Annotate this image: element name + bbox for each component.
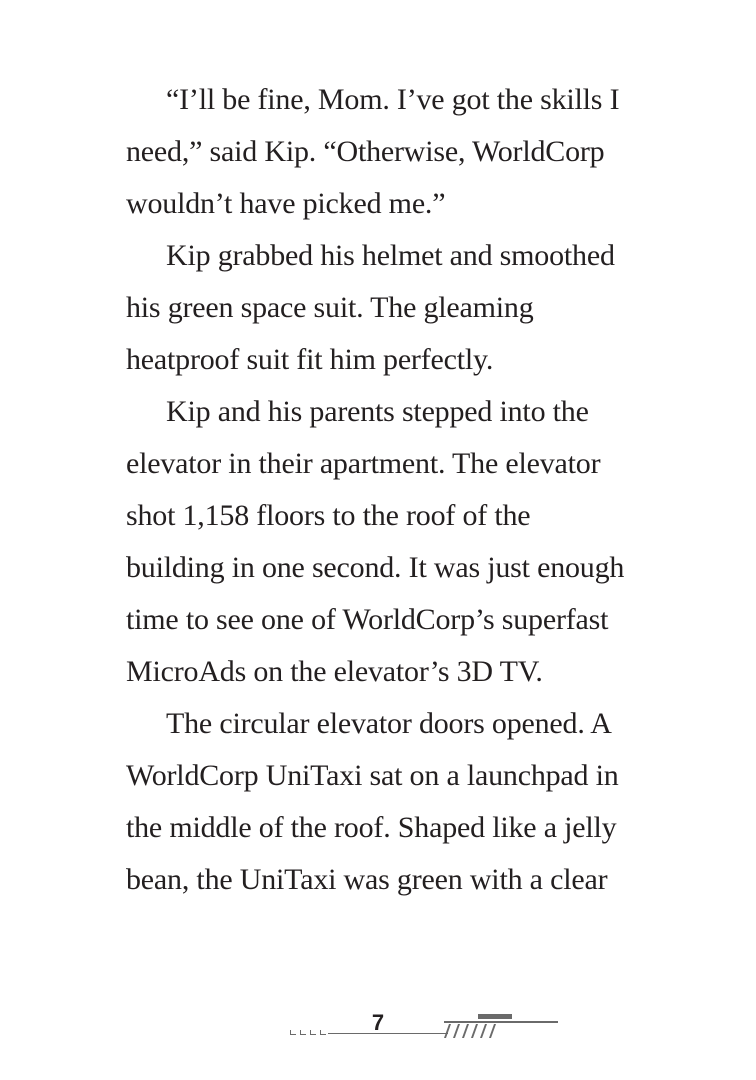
footer-bar-ornament	[478, 1014, 512, 1019]
body-text	[126, 74, 686, 906]
text-line: Kip and his parents stepped into the	[166, 395, 589, 428]
text-line: time to see one of WorldCorp’s superfast	[126, 603, 609, 636]
text-line: elevator in their apartment. The elevator	[126, 447, 601, 480]
text-line: need,” said Kip. “Otherwise, WorldCorp	[126, 135, 605, 168]
text-line: the middle of the roof. Shaped like a jelly	[126, 811, 617, 844]
text-line: MicroAds on the elevator’s 3D TV.	[126, 655, 543, 688]
text-line: heatproof suit fit him perfectly.	[126, 343, 494, 376]
text-line: “I’ll be fine, Mom. I’ve got the skills I	[166, 83, 620, 116]
page-footer	[0, 1000, 756, 1060]
text-line: The circular elevator doors opened. A	[166, 707, 612, 740]
text-line: wouldn’t have picked me.”	[126, 187, 446, 220]
text-line: shot 1,158 floors to the roof of the	[126, 499, 531, 532]
footer-dots-ornament	[290, 1030, 326, 1035]
text-line: bean, the UniTaxi was green with a clear	[126, 863, 608, 896]
footer-slant-ornament	[440, 1024, 500, 1038]
text-line: building in one second. It was just enough	[126, 551, 625, 584]
text-line: his green space suit. The gleaming	[126, 291, 534, 324]
text-line: WorldCorp UniTaxi sat on a launchpad in	[126, 759, 619, 792]
page-number: 7	[371, 1010, 385, 1035]
footer-rule-right	[444, 1021, 558, 1023]
text-line: Kip grabbed his helmet and smoothed	[166, 239, 615, 272]
